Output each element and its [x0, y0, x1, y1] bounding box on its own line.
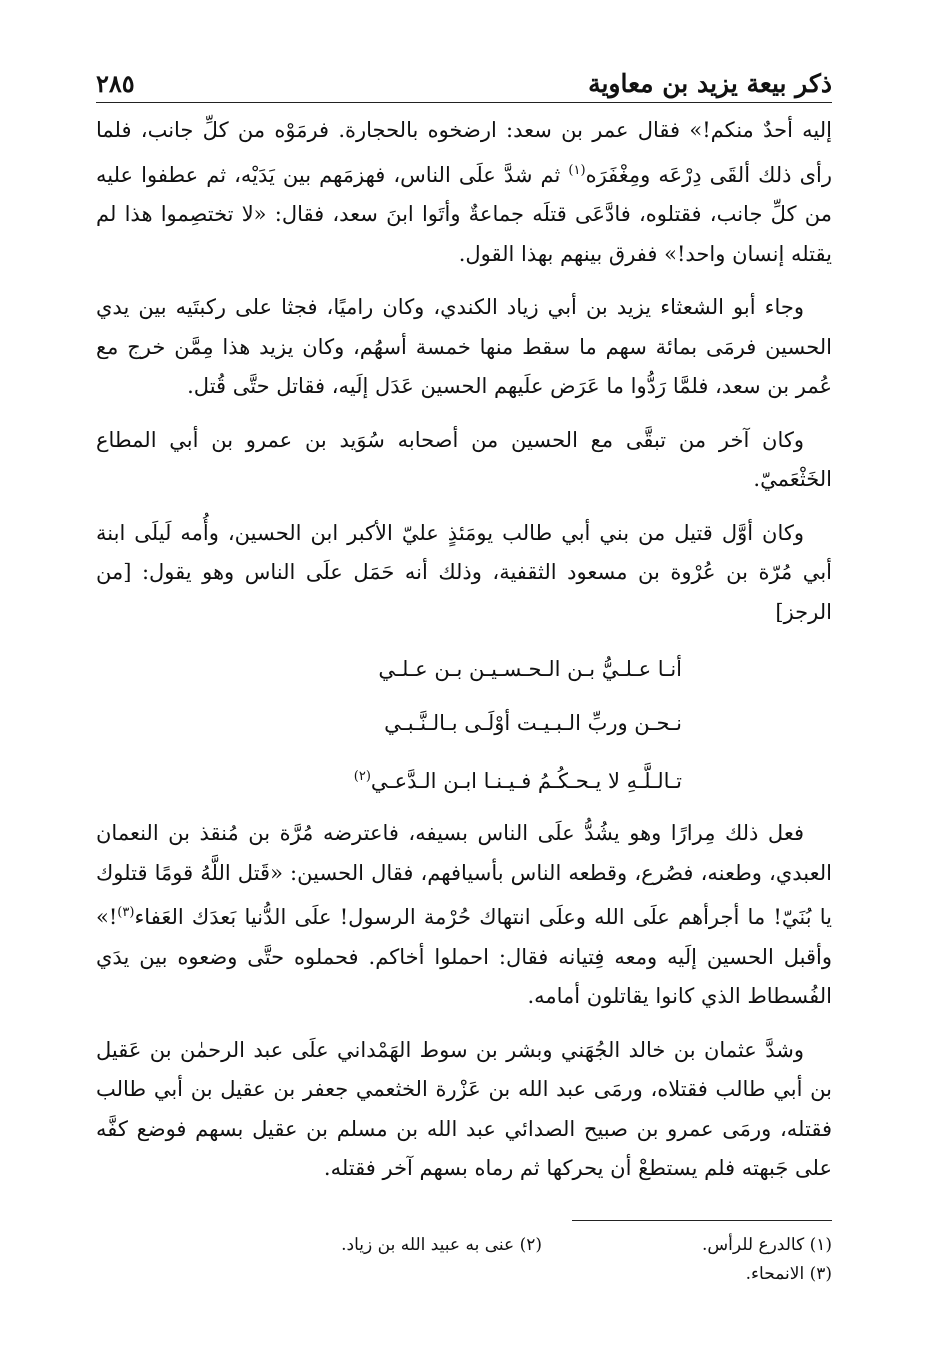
paragraph-5: [96, 814, 832, 1017]
running-header: [96, 58, 832, 103]
paragraph-1-text: إليه أحدٌ منكم!» فقال عمر بن سعد: ارضخوه بالحجارة. فرمَوْه من كلِّ جانب، فلما رأى ذلك ألقَى دِرْعَه ومِغْفَرَه: [96, 118, 833, 187]
paragraph-5-rest: !» وأقبل الحسين إلَيه ومعه فِتيانه فقال: احملوا أخاكم. فحملوه حتَّى وضعوه بين يدَي الفُسطاط الذي كانوا يقاتلون أمامه.: [96, 905, 832, 1008]
footnote-3: (٣) الانمحاء.: [745, 1264, 832, 1284]
paragraph-6: وشدَّ عثمان بن خالد الجُهَني وبشر بن سوط الهَمْداني علَى عبد الرحمٰن بن عَقيل بن أبي طالب فقتلاه، ورمَى عبد الله بن عَزْرة الخثعمي جعفر بن عقيل بن أبي طالب فقتله، ورمَى عمرو بن صبيح الصدائي عبد الله بن مسلم بن عقيل بسهم فوضع كفَّه على جَبهته فلم يستطعْ أن يحركها ثم رماه بسهم آخر فقتله.: [96, 1037, 832, 1180]
paragraph-1-rest: ثم شدَّ علَى الناس، فهزمَهم بين يَدَيْه، ثم عطفوا عليه من كلِّ جانب، فقتلوه، فادَّعَى قتلَه جماعةٌ وأتَوا ابنَ سعد، فقال: «لا تختصِموا هذا لم يقتله إنسان واحد!» ففرق بينهم بهذا القول.: [96, 162, 832, 266]
verse-2: نـحـن وربِّ الـبـيـت أوْلَـى بـالـنَّـبـي: [384, 711, 682, 735]
verse-1: أنـا عـلـيُّ بـن الـحـسـيـن بـن عـلـي: [378, 657, 682, 681]
paragraph-5-text: فعل ذلك مِرارًا وهو يشُدُّ علَى الناس بسيفه، فاعترضه مُرَّة بن مُنقذ بن النعمان العبدي، وطعنه، فصُرع، وقطعه الناس بأسيافهم، فقال الحسين: «قَتل اللَّهُ قومًا قتلوك يا بُنَيّ! ما أجرأهم علَى الله وعلَى انتهاك حُرْمة الرسول! علَى الدُّنيا بَعدَك العَفاء: [96, 821, 832, 929]
page-body: [96, 111, 832, 1189]
verse-3: [96, 750, 682, 808]
footnote-divider: [572, 1220, 832, 1221]
paragraph-4: وكان أوَّل قتيل من بني أبي طالب يومَئذٍ عليّ الأكبر ابن الحسين، وأُمه لَيلَى ابنة أبي مُرّة بن عُرْوة بن مسعود الثقفية، وذلك أنه حَمَل علَى الناس وهو يقول: [من الرجز]: [96, 520, 832, 624]
chapter-title: ذكر بيعة يزيد بن معاوية: [588, 69, 832, 98]
footnotes: [96, 1220, 832, 1289]
footnote-ref-2: (٢): [353, 769, 371, 784]
footnote-2: (٢) عنى به عبيد الله بن زياد.: [341, 1235, 542, 1255]
paragraph-2: وجاء أبو الشعثاء يزيد بن أبي زياد الكندي، وكان راميًا، فجثا على ركبتَيه بين يدي الحسين فرمَى بمائة سهم ما سقط منها خمسة أسهُم، وكان يزيد هذا مِمَّن خرج مع عُمر بن سعد، فلمَّا رَدُّوا ما عَرَض علَيهم الحسين عَدَل إلَيه، فقاتل حتَّى قُتل.: [96, 295, 832, 398]
footnote-1: (١) كالدرع للرأس.: [701, 1235, 832, 1255]
page-number: ٢٨٥: [96, 69, 135, 98]
footnote-ref-1: (١): [568, 162, 586, 178]
footnote-ref-3: (٣): [117, 905, 135, 920]
paragraph-3: وكان آخر من تبقَّى مع الحسين من أصحابه سُوَيد بن عمرو بن أبي المطاع الخَثْعَميّ.: [96, 427, 832, 491]
poem: [96, 642, 832, 808]
paragraph-1: [96, 111, 832, 274]
verse-3-text: تـالـلَّـهِ لا يـحـكُـمُ فـيـنـا ابـن الـدَّعـي: [370, 769, 682, 793]
